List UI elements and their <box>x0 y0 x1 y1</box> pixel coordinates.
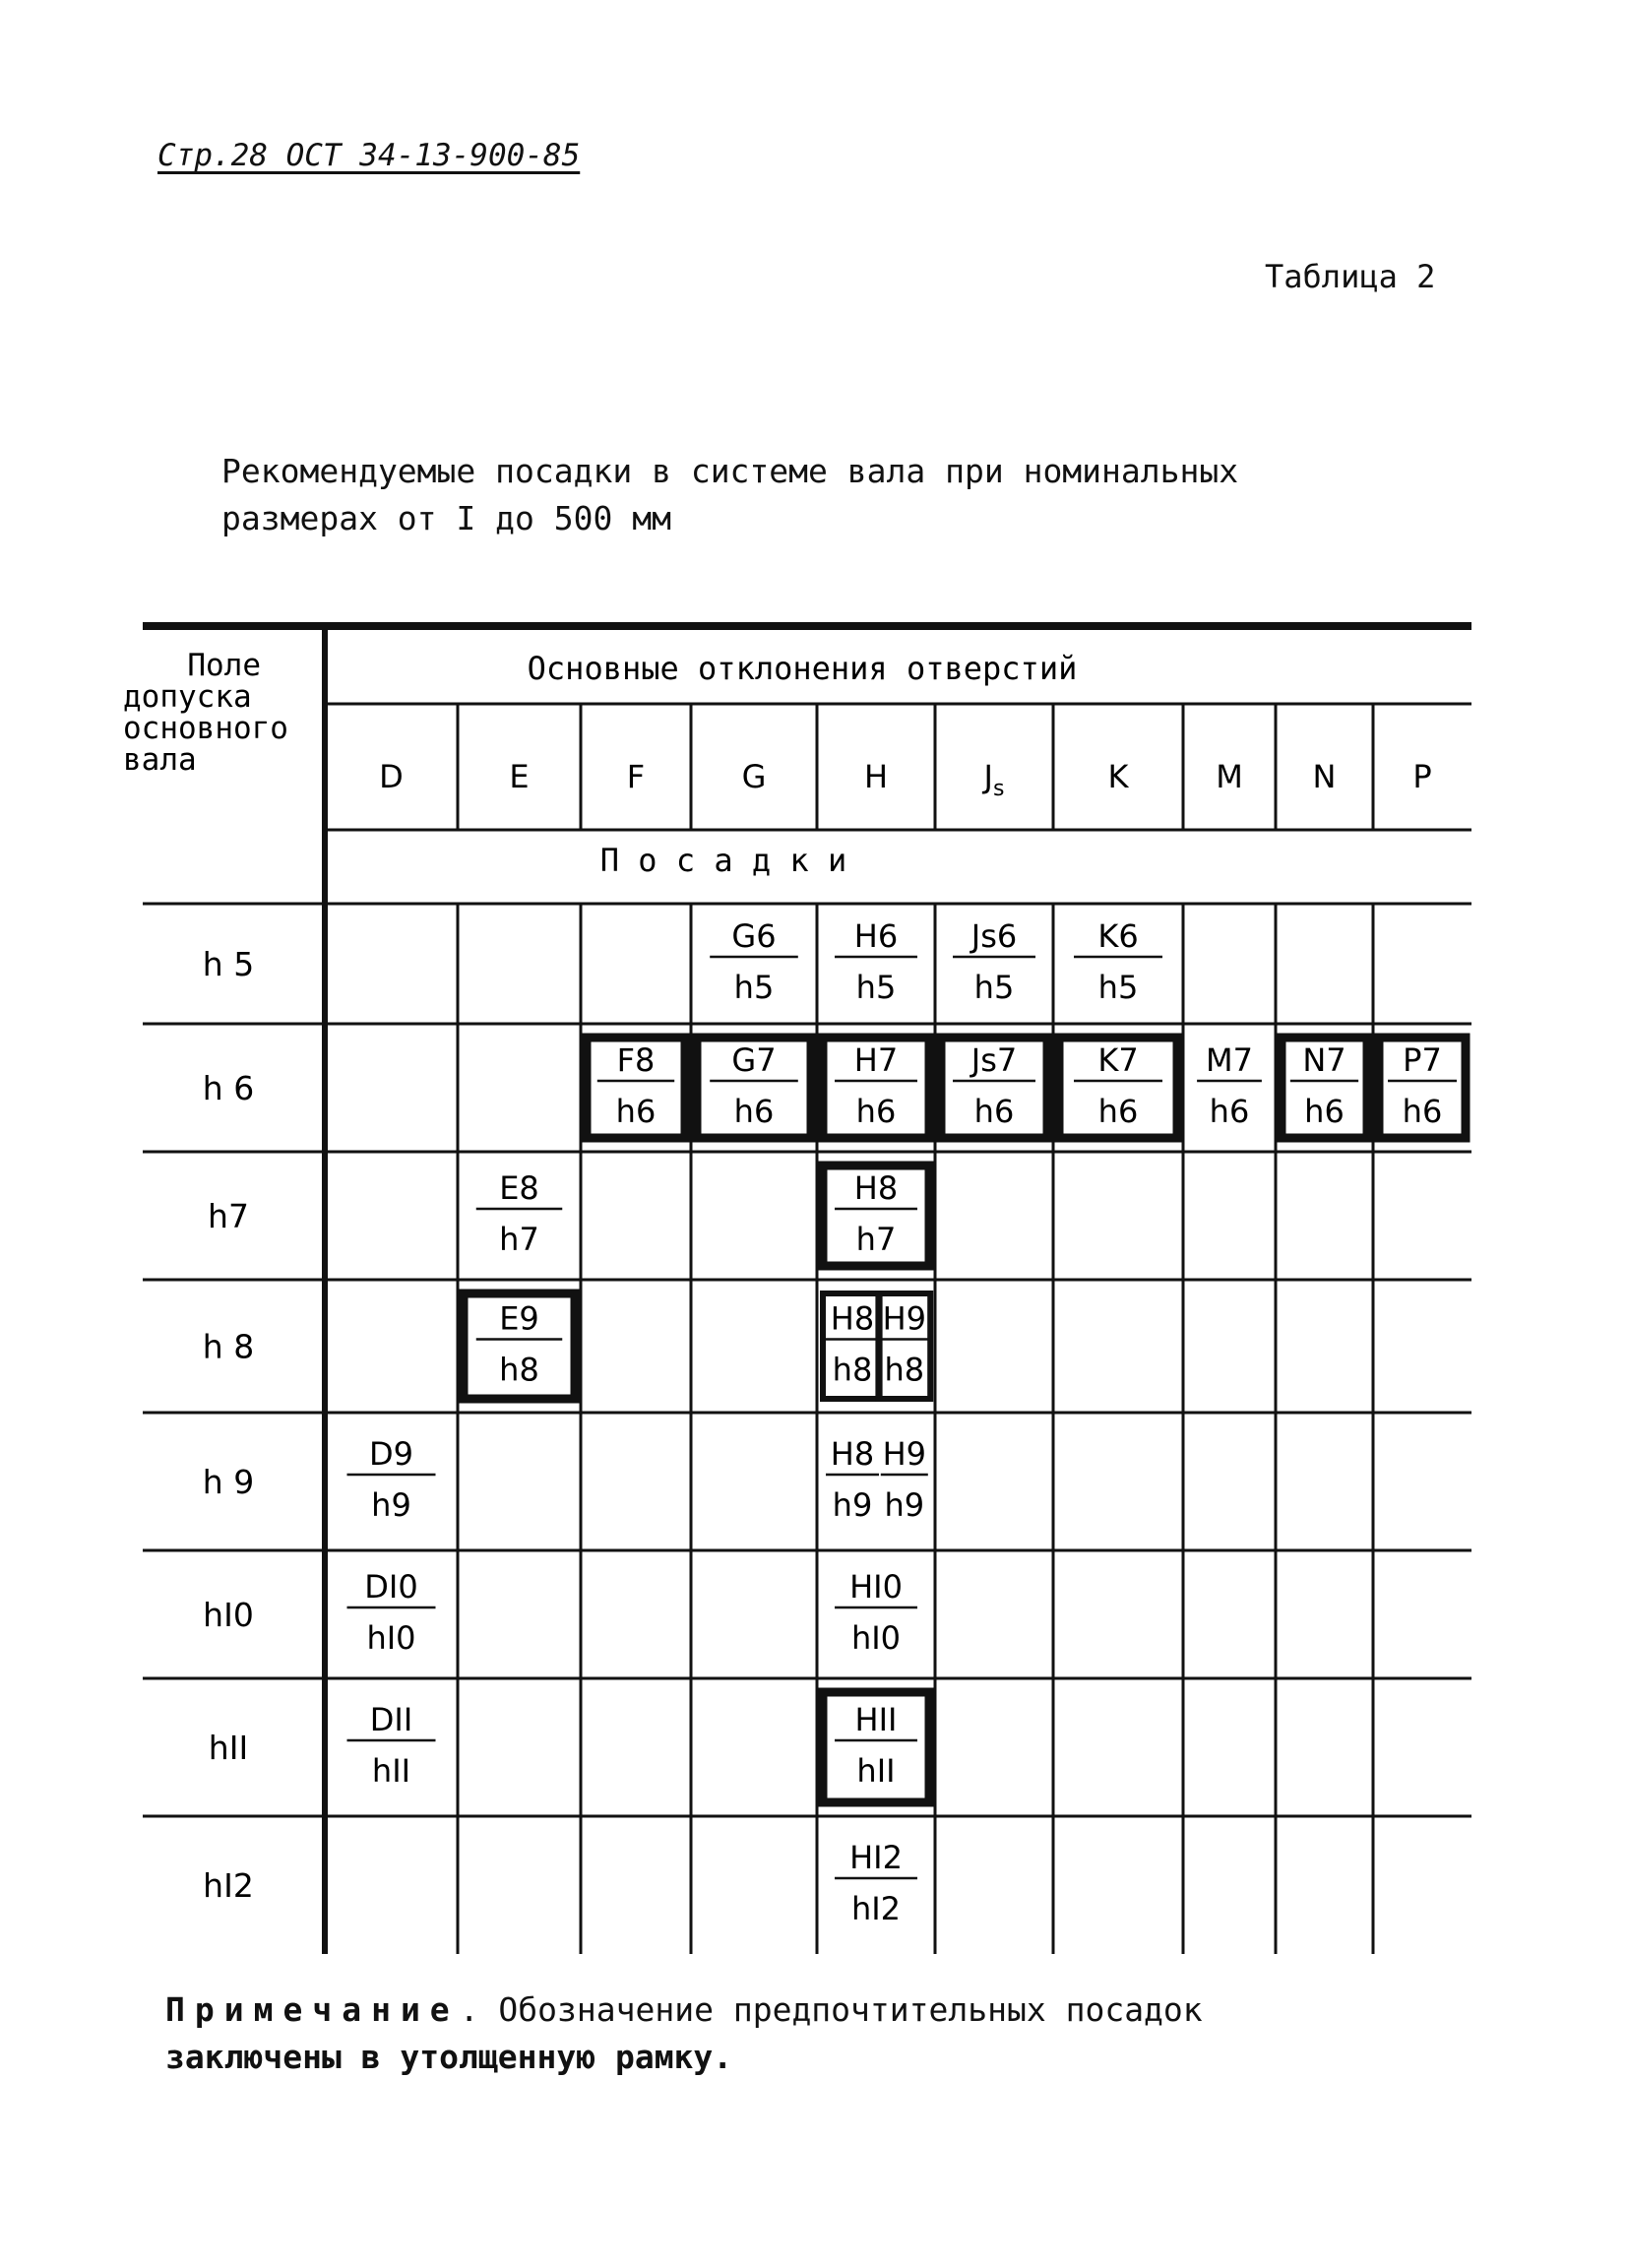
fit-cells <box>347 917 1467 1927</box>
sub-header: П о с а д к и <box>599 842 847 879</box>
fit-fraction <box>835 1568 917 1657</box>
column-head-d: D <box>379 758 404 795</box>
column-head-j: $J_s$ <box>983 758 1005 801</box>
page-header: Стр.28 ОСТ 34-13-900-85 <box>157 138 581 173</box>
fit-numerator: M7 <box>1206 1041 1253 1079</box>
fit-numerator: H7 <box>853 1041 899 1079</box>
fit-denominator: h8 <box>832 1351 873 1389</box>
fit-denominator: h7 <box>855 1221 897 1258</box>
fit-fraction <box>835 1701 917 1790</box>
fit-numerator: G7 <box>731 1041 777 1079</box>
fit-fraction <box>835 1839 917 1927</box>
fit-fraction <box>1074 917 1162 1006</box>
table-grid <box>143 626 1471 1954</box>
fit-cell <box>823 1293 930 1399</box>
row-label: hI2 <box>203 1866 254 1905</box>
fit-denominator: h6 <box>973 1093 1015 1130</box>
fit-cell <box>587 1038 685 1138</box>
fit-denominator: h5 <box>1097 969 1139 1006</box>
column-head-g: G <box>741 758 767 795</box>
fit-numerator: G6 <box>731 917 777 955</box>
fit-denominator: h9 <box>884 1486 925 1524</box>
fit-numerator: H9 <box>882 1299 927 1338</box>
fit-cell <box>347 1568 436 1657</box>
fit-cell <box>476 1169 563 1258</box>
row-label: h 5 <box>202 945 255 983</box>
fit-cell <box>823 1692 929 1802</box>
column-head-h: H <box>863 758 889 795</box>
caption-line-2: размерах от I до 500 мм <box>221 499 671 537</box>
corner-label-line: Поле <box>187 648 261 683</box>
fit-denominator: hI2 <box>850 1890 902 1927</box>
fit-denominator: hI0 <box>850 1619 902 1657</box>
column-head-n: N <box>1312 758 1337 795</box>
fit-cell <box>347 1701 436 1790</box>
fit-fraction <box>347 1568 436 1657</box>
fit-cell <box>1282 1038 1367 1138</box>
fit-denominator: h6 <box>1097 1093 1139 1130</box>
table-headers <box>123 648 1432 879</box>
fit-cell <box>1197 1041 1262 1130</box>
fit-fraction <box>881 1300 928 1389</box>
fit-fraction <box>881 1435 928 1524</box>
fit-cell <box>941 1038 1047 1138</box>
fit-denominator: h6 <box>733 1093 775 1130</box>
fit-denominator: h6 <box>1402 1093 1443 1130</box>
fit-cell <box>835 1839 917 1927</box>
fit-fraction <box>835 1041 917 1130</box>
column-head-subscript: s <box>992 777 1005 801</box>
fit-denominator: h9 <box>832 1486 873 1524</box>
fit-numerator: H8 <box>830 1435 875 1473</box>
fit-cell <box>464 1293 575 1399</box>
column-head-k: K <box>1107 758 1129 795</box>
table-number: Таблица 2 <box>1265 258 1436 295</box>
note-lead: Примечание <box>165 1990 460 2029</box>
corner-label-line: вала <box>123 742 197 778</box>
fit-denominator: hII <box>371 1752 411 1790</box>
fit-fraction <box>826 1435 879 1524</box>
row-label: h 9 <box>202 1463 255 1501</box>
fit-numerator: E9 <box>499 1299 539 1338</box>
fit-numerator: F8 <box>616 1041 656 1079</box>
group-header: Основные отклонения отверстий <box>527 650 1078 687</box>
fit-numerator: H8 <box>830 1299 875 1338</box>
fit-numerator: Js6 <box>970 917 1018 955</box>
corner-label-line: допуска <box>123 679 252 715</box>
table-note <box>165 1986 1203 2081</box>
fit-fraction <box>1290 1041 1358 1130</box>
fit-numerator: N7 <box>1302 1041 1346 1079</box>
fit-denominator: h5 <box>855 969 897 1006</box>
fit-denominator: h8 <box>499 1351 539 1389</box>
fit-numerator: E8 <box>499 1169 539 1207</box>
fit-denominator: h6 <box>1209 1093 1250 1130</box>
fit-fraction <box>476 1169 563 1258</box>
fit-numerator: D9 <box>369 1435 413 1473</box>
note-text-2: заключены в утолщенную рамку. <box>165 2038 733 2076</box>
fit-numerator: HII <box>854 1701 898 1738</box>
fit-denominator: hI0 <box>366 1619 416 1657</box>
column-head-m: M <box>1216 758 1243 795</box>
fit-cell <box>826 1435 928 1524</box>
row-label: hII <box>208 1729 249 1767</box>
fit-fraction <box>1197 1041 1262 1130</box>
fit-numerator: H6 <box>853 917 899 955</box>
fit-cell <box>1074 917 1162 1006</box>
fit-numerator: P7 <box>1403 1041 1442 1079</box>
fit-cell <box>835 1568 917 1657</box>
fit-fraction <box>476 1300 563 1389</box>
fit-fraction <box>710 1041 798 1130</box>
fit-fraction <box>1388 1041 1457 1130</box>
fit-fraction <box>597 1041 674 1130</box>
fit-cell <box>953 917 1035 1006</box>
row-label: hI0 <box>203 1596 254 1634</box>
fit-denominator: h8 <box>884 1351 925 1389</box>
fit-cell <box>1379 1038 1466 1138</box>
fit-fraction <box>347 1435 436 1524</box>
fit-cell <box>347 1435 436 1524</box>
fit-numerator: Js7 <box>970 1041 1018 1079</box>
fit-fraction <box>835 1169 917 1258</box>
row-label: h7 <box>208 1197 249 1235</box>
fit-denominator: h5 <box>973 969 1015 1006</box>
note-text-1: . Обозначение предпочтительных посадок <box>459 1990 1203 2029</box>
fit-numerator: HI2 <box>849 1839 903 1876</box>
fit-denominator: h6 <box>615 1093 657 1130</box>
fit-cell <box>710 917 798 1006</box>
fit-fraction <box>710 917 798 1006</box>
corner-label-line: основного <box>123 711 288 746</box>
fit-fraction <box>953 917 1035 1006</box>
fit-cell <box>1059 1038 1177 1138</box>
fit-fraction <box>953 1041 1035 1130</box>
fit-fraction <box>826 1300 879 1389</box>
fit-denominator: h6 <box>1304 1093 1345 1130</box>
fit-numerator: H9 <box>882 1435 927 1473</box>
fit-cell <box>823 1038 929 1138</box>
fit-numerator: K6 <box>1097 917 1139 955</box>
fit-numerator: K7 <box>1097 1041 1139 1079</box>
fit-cell <box>835 917 917 1006</box>
fit-numerator: DII <box>369 1701 413 1738</box>
row-label: h 8 <box>202 1327 255 1366</box>
row-label: h 6 <box>202 1069 255 1107</box>
fit-fraction <box>835 917 917 1006</box>
fit-cell <box>823 1166 929 1266</box>
fit-denominator: hII <box>856 1752 896 1790</box>
fit-numerator: DI0 <box>364 1568 418 1606</box>
fit-denominator: h9 <box>371 1486 411 1524</box>
fit-numerator: HI0 <box>849 1568 903 1606</box>
fit-denominator: h7 <box>499 1221 539 1258</box>
fit-fraction <box>1074 1041 1162 1130</box>
row-labels <box>203 945 254 1905</box>
column-head-p: P <box>1412 758 1432 795</box>
fit-cell <box>697 1038 811 1138</box>
fit-denominator: h5 <box>733 969 775 1006</box>
caption-line-1: Рекомендуемые посадки в системе вала при номинальных <box>221 452 1239 490</box>
fit-numerator: H8 <box>853 1169 899 1207</box>
column-head-e: E <box>509 758 530 795</box>
fit-fraction <box>347 1701 436 1790</box>
fit-denominator: h6 <box>855 1093 897 1130</box>
column-head-f: F <box>626 758 646 795</box>
